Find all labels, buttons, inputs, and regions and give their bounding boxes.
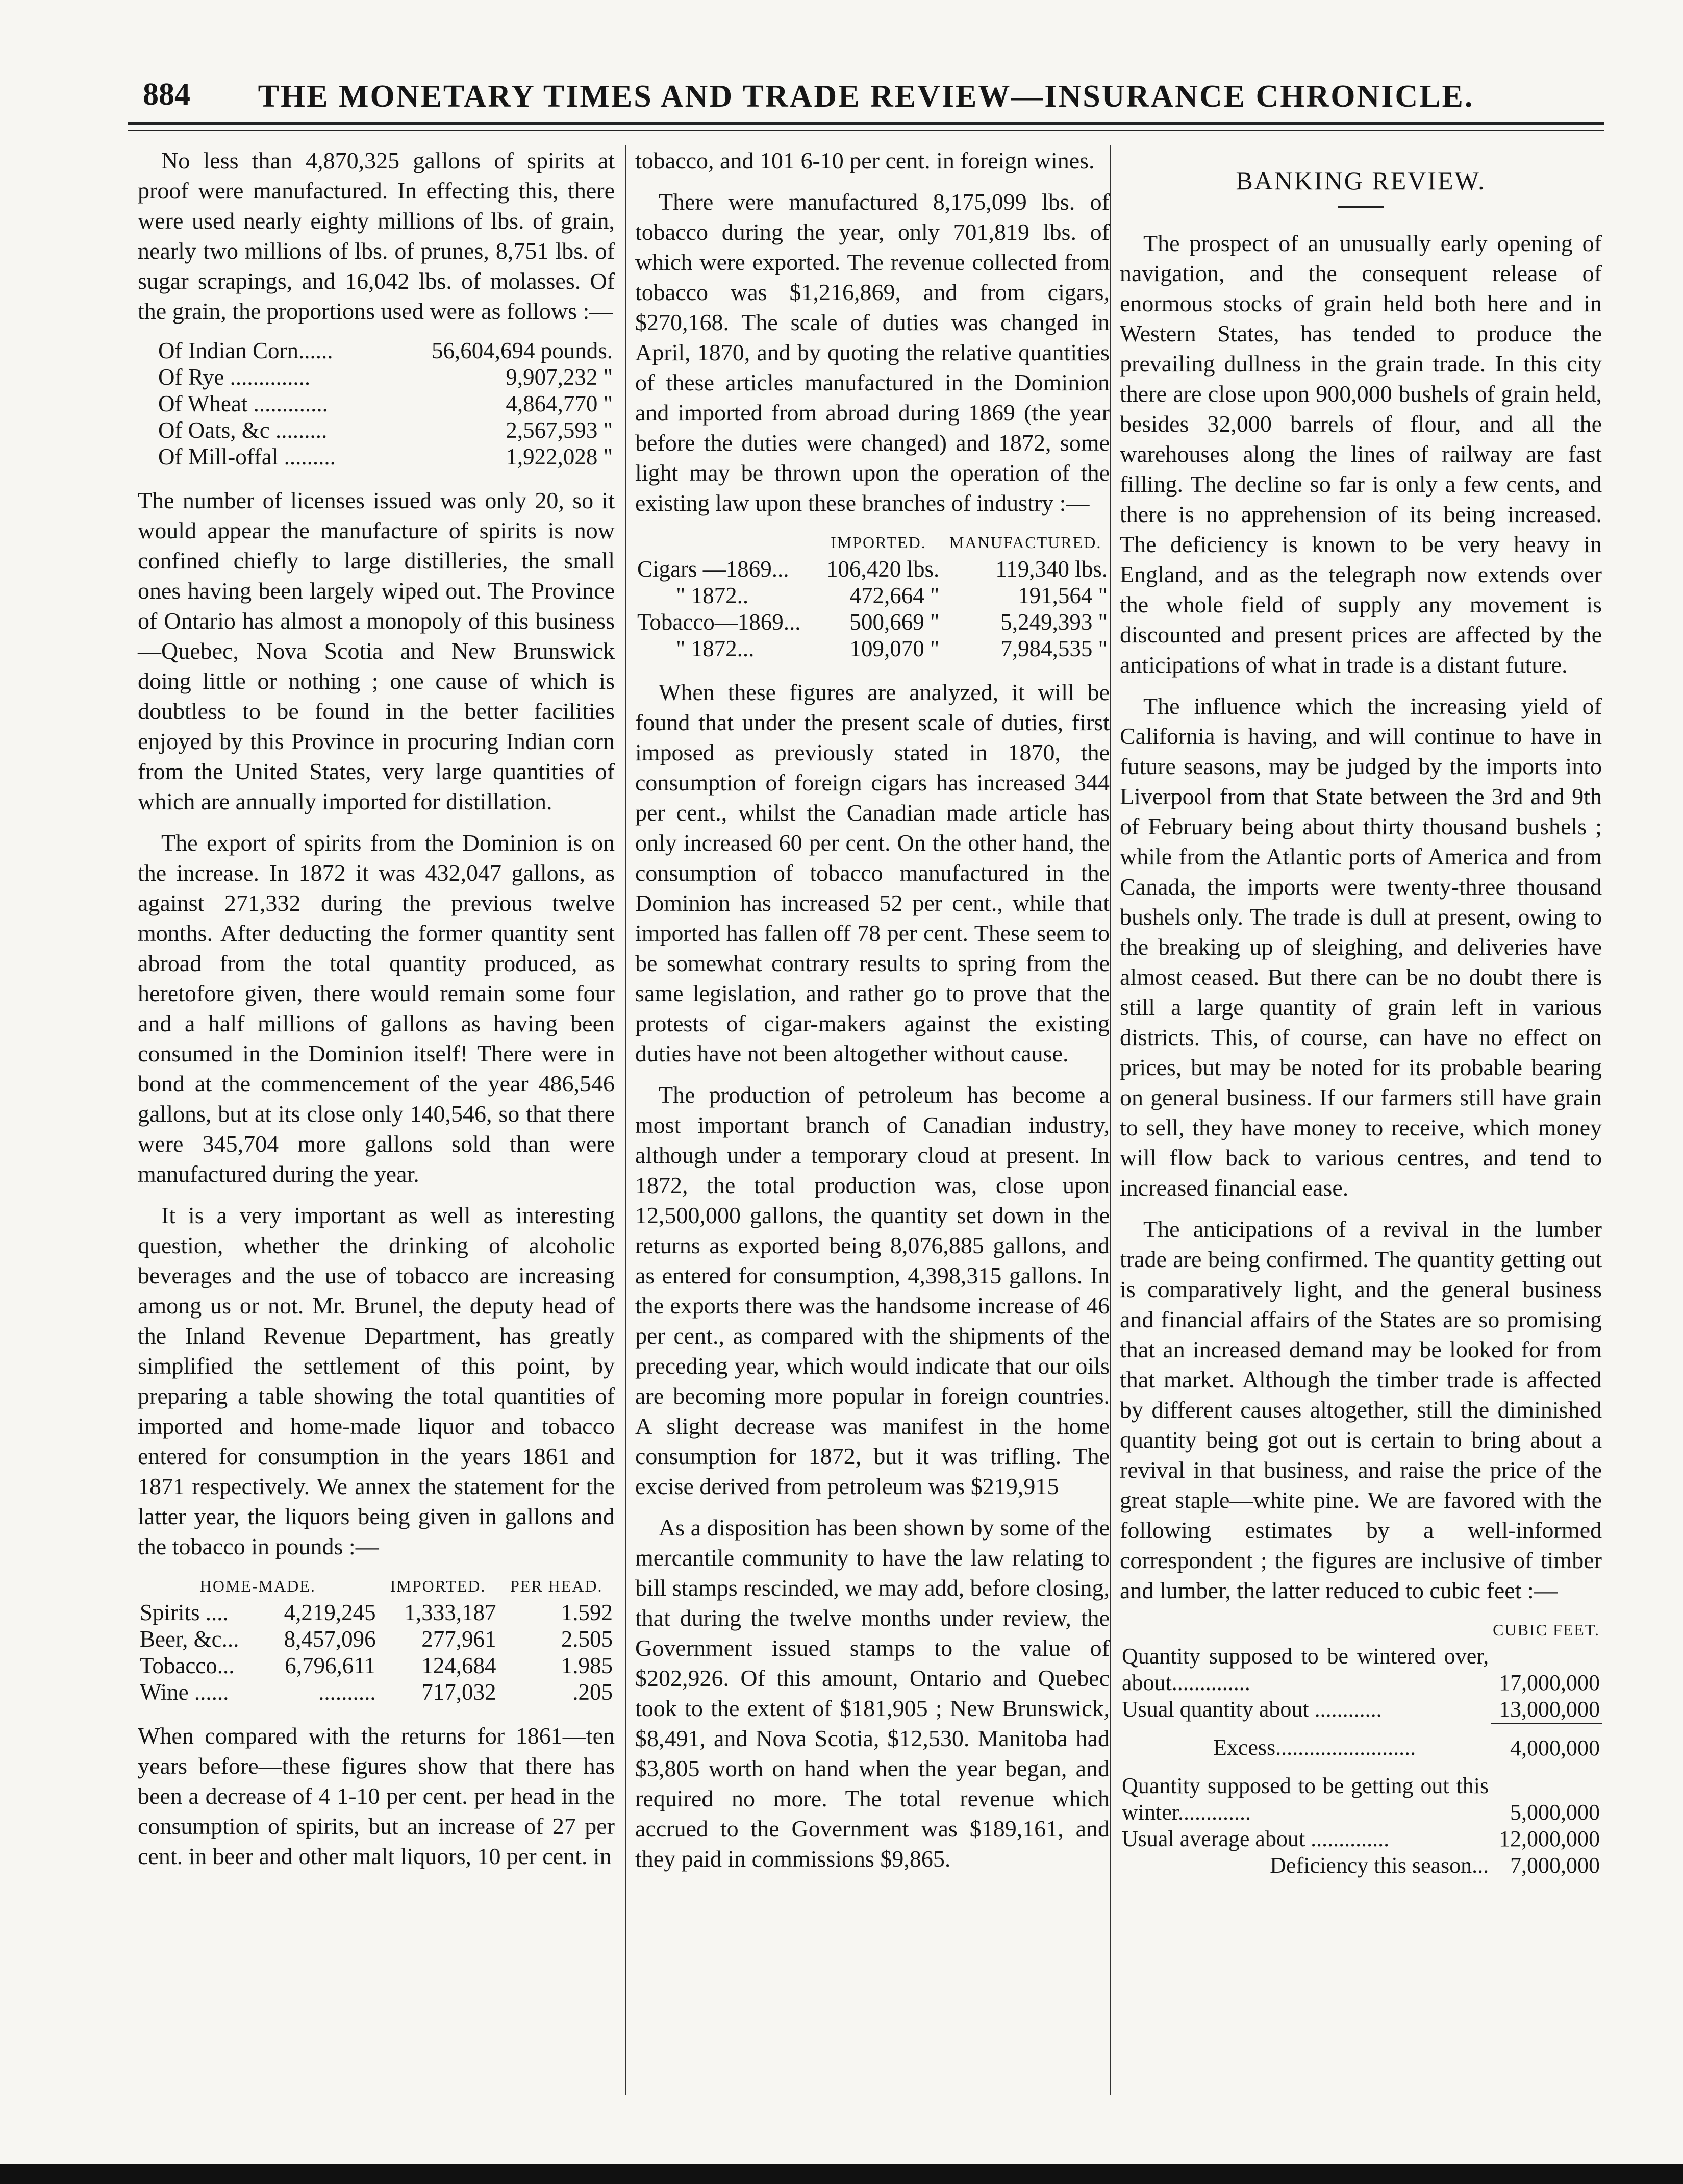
table-row [1120,1826,1602,1852]
paragraph: The anticipations of a revival in the lumber trade are being confirmed. The quantity getting out is comparatively light, and the general business and financial affairs of the States are so promising that an increased demand may be looked for from that market. Although the timber trade is affected by different causes altogether, still the diminished quantity being got out is certain to bring about a revival in that business, and raise the price of the great staple—white pine. We are favored with the following estimates by a well-informed correspondent ; the figures are inclusive of timber and lumber, the latter reduced to cubic feet :— [1120,1216,1602,1603]
table-cell: Of Indian Corn...... [158,338,333,363]
header-rule [128,122,1604,125]
table-row [1120,1643,1602,1696]
paragraph: The influence which the increasing yield of California is having, and will continue to have in future seasons, may be judged by the imports into Liverpool from that State between the 3rd and 9th of February being about thirty thousand bushels ; while from the Atlantic ports of America and from Canada, the imports were twenty-three thousand bushels only. The trade is dull at present, owing to the breaking up of sleighing, and deliveries have almost ceased. But there can be no doubt there is still a large quantity of grain left in various districts. This, of course, can have no effect on prices, but may be noted for its probable bearing on general business. If our farmers still have grain to sell, they have money to receive, which money will flow back to various centres, and tend to increased financial ease. [1120,693,1602,1201]
table-cell: Of Mill-offal ......... [158,444,336,469]
table-cell: 124,684 [421,1653,496,1678]
table-cell: Excess......................... [1213,1735,1416,1760]
table-row [635,609,1110,635]
paragraph: When these figures are analyzed, it will be found that under the present scale of duties, first imposed as previously stated in 1870, the consumption of foreign cigars has increased 344 per cent., whilst the Canadian made article has only increased 60 per cent. On the other hand, the consumption of tobacco manufactured in the Dominion has increased 52 per cent., while that imported has fallen off 78 per cent. These seem to be somewhat contrary results to spring from the same legislation, and rather go to prove that the protests of cigar-makers against the existing duties have not been altogether without cause. [635,679,1110,1066]
table-cell: 4,864,770 " [506,391,613,416]
table-cell: 2,567,593 " [506,417,613,443]
table-row [138,443,615,470]
table-cell: Quantity supposed to be wintered over, about.............. [1122,1644,1489,1695]
paragraph: As a disposition has been shown by some of the mercantile community to have the law relating to bill stamps rescinded, we may add, before closing, that during the twelve months under review, the Government issued stamps to the value of $202,926. Of this amount, Ontario and Quebec took to the extent of $181,905 ; New Brunswick, $8,491, and Nova Scotia, $12,530. Manitoba had $3,805 worth on hand when the year began, and required no more. The total revenue which accrued to the Government was $189,161, and they paid in commissions $9,865. [635,1515,1110,1872]
paragraph: The number of licenses issued was only 20, so it would appear the manufacture of spirits is now confined chiefly to large distilleries, the small ones having been largely wiped out. The Province of Ontario has almost a monopoly of this business—Quebec, Nova Scotia and New Brunswick doing little or nothing ; one cause of which is doubtless to be found in the better facilities enjoyed by this Province in procuring Indian corn from the United States, very large quantities of which are annually imported for distillation. [138,487,615,814]
table-cell: 4,219,245 [284,1600,376,1625]
table-cell: Usual average about .............. [1122,1826,1390,1851]
column-1 [138,145,615,1882]
table-cell: 2.505 [561,1626,613,1652]
paragraph: The export of spirits from the Dominion is on the increase. In 1872 it was 432,047 gallons, as against 271,332 during the previous twelve months. After deducting the former quantity sent abroad from the total quantity produced, as heretofore given, there would remain some four and a half millions of gallons as having been consumed in the Dominion itself! There were in bond at the commencement of the year 486,546 gallons, but at its close only 140,546, so that there were 345,704 more gallons sold than were manufactured during the year. [138,830,615,1187]
table-cell: .......... [318,1679,376,1705]
table-cell: 1.985 [561,1653,613,1678]
table-row [138,1652,615,1679]
section-heading: BANKING REVIEW. [1236,166,1486,195]
table-row [138,1679,615,1705]
table-cell: Tobacco... [140,1653,235,1678]
paragraph: It is a very important as well as interesting question, whether the drinking of alcoholic beverages and the use of tobacco are increasing among us or not. Mr. Brunel, the deputy head of the Inland Revenue Department, has greatly simplified the settlement of this point, by preparing a table showing the total quantities of imported and home-made liquor and tobacco entered for consumption in the years 1861 and 1871 respectively. We annex the statement for the latter year, the liquors being given in gallons and the tobacco in pounds :— [138,1202,615,1559]
heading-rule [1338,206,1384,208]
table-row [138,1626,615,1652]
table-cell: Of Oats, &c ......... [158,417,328,443]
table-row [138,417,615,443]
table-cell: 17,000,000 [1499,1670,1600,1695]
table-cell: 106,420 lbs. [826,556,940,582]
table-cell: Of Wheat ............. [158,391,328,416]
table-row [635,582,1110,609]
liquor-table [138,1573,615,1705]
table-cell: " 1872... [676,636,755,661]
column-3 [1120,145,1602,1894]
table-cell: Beer, &c... [140,1626,239,1652]
empty-header [1120,1617,1491,1643]
table-cell: 4,000,000 [1491,1723,1602,1761]
column-header: HOME-MADE. [199,1577,316,1595]
table-cell: 9,907,232 " [506,364,613,390]
table-cell: 7,000,000 [1510,1853,1600,1878]
table-row [1120,1723,1602,1761]
table-row [1120,1696,1602,1723]
table-cell: Of Rye .............. [158,364,311,390]
table-cell: 1.592 [561,1600,613,1625]
table-header-row [138,1573,615,1599]
lumber-table [1120,1617,1602,1879]
masthead-title: THE MONETARY TIMES AND TRADE REVIEW—INSURANCE CHRONICLE. [258,79,1474,114]
table-row [138,364,615,390]
table-cell: 7,984,535 " [1000,636,1108,661]
paragraph: The production of petroleum has become a most important branch of Canadian industry, although under a temporary cloud at present. In 1872, the total production was, close upon 12,500,000 gallons, the quantity set down in the returns as exported being 8,076,885 gallons, and as entered for consumption, 4,398,315 gallons. In the exports there was the handsome increase of 46 per cent., as compared with the shipments of the preceding year, which would indicate that our oils are becoming more popular in foreign countries. A slight decrease was manifest in the home consumption for 1872, but it was trifling. The excise derived from petroleum was $219,915 [635,1082,1110,1499]
column-divider [1110,145,1111,2095]
scan-border [0,2164,1683,2184]
table-cell: 472,664 " [849,583,940,608]
table-cell: Quantity supposed to be getting out this winter............. [1122,1773,1489,1825]
table-cell: 12,000,000 [1499,1826,1600,1851]
table-cell: Deficiency this season... [1270,1853,1489,1878]
table-row [138,337,615,364]
table-cell: 277,961 [421,1626,496,1652]
table-row [138,1599,615,1626]
grain-table [138,337,615,470]
column-2 [635,145,1110,1885]
table-cell: 191,564 " [1018,583,1108,608]
column-header: PER HEAD. [510,1577,603,1595]
table-cell: Spirits .... [140,1600,229,1625]
table-cell: 56,604,694 pounds. [431,338,613,363]
table-cell: 119,340 lbs. [995,556,1108,582]
header-rule-thin [128,130,1604,131]
table-cell: 500,669 " [849,609,940,635]
column-divider [625,145,626,2095]
table-cell: 717,032 [421,1679,496,1705]
table-cell: Cigars —1869... [637,556,789,582]
table-cell: 13,000,000 [1499,1697,1600,1722]
empty-header [635,529,816,556]
table-cell: 5,000,000 [1510,1800,1600,1825]
table-row [138,390,615,417]
column-header: IMPORTED. [831,533,926,552]
table-cell: 1,333,187 [404,1600,496,1625]
page-number: 884 [143,77,190,112]
table-cell: 8,457,096 [284,1626,376,1652]
table-cell: " 1872.. [676,583,749,608]
table-header-row [635,529,1110,556]
table-row [1120,1761,1602,1826]
column-header: IMPORTED. [390,1577,486,1595]
column-header: CUBIC FEET. [1493,1621,1600,1639]
paragraph: The prospect of an unusually early opening of navigation, and the consequent release of enormous stocks of grain held both here and in Western States, has tended to produce the prevailing dullness in the grain trade. In this city there are close upon 900,000 bushels of grain held, besides 32,000 barrels of flour, and all the warehouses along the lines of railway are fast filling. The decline so far is only a few cents, and there is no apprehension of its being increased. The deficiency is known to be very heavy in England, and as the telegraph now extends over the whole field of supply any movement is discounted and present prices are affected by the anticipations of what in trade is a distant future. [1120,230,1602,678]
tobacco-table [635,529,1110,662]
paragraph: There were manufactured 8,175,099 lbs. of tobacco during the year, only 701,819 lbs. of which were exported. The revenue collected from tobacco was $1,216,869, and from cigars, $270,168. The scale of duties was changed in April, 1870, and by quoting the relative quantities of these articles manufactured in the Dominion and imported from abroad during 1869 (the year before the duties were changed) and 1872, some light may be thrown upon the operation of the existing law upon these branches of industry :— [635,189,1110,516]
paragraph: When compared with the returns for 1861—ten years before—these figures show that there has been a decrease of 4 1-10 per cent. per head in the consumption of spirits, but an increase of 27 per cent. in beer and other malt liquors, 10 per cent. in [138,1723,615,1869]
paragraph: No less than 4,870,325 gallons of spirits at proof were manufactured. In effecting this, there were used nearly eighty millions of lbs. of grain, nearly two millions of lbs. of prunes, 8,751 lbs. of sugar scrapings, and 16,042 lbs. of molasses. Of the grain, the proportions used were as follows :— [138,147,615,324]
table-cell: Usual quantity about ............ [1122,1697,1382,1722]
table-row [1120,1852,1602,1879]
column-header: MANUFACTURED. [949,533,1102,552]
table-cell: 5,249,393 " [1000,609,1108,635]
table-header-row [1120,1617,1602,1643]
table-cell: 109,070 " [849,636,940,661]
table-cell: Tobacco—1869... [637,609,801,635]
table-cell: 1,922,028 " [506,444,613,469]
table-cell: .205 [572,1679,613,1705]
paragraph: tobacco, and 101 6-10 per cent. in foreign wines. [635,147,1095,173]
table-cell: Wine ...... [140,1679,229,1705]
table-row [635,556,1110,582]
table-cell: 6,796,611 [285,1653,376,1678]
table-row [635,635,1110,662]
